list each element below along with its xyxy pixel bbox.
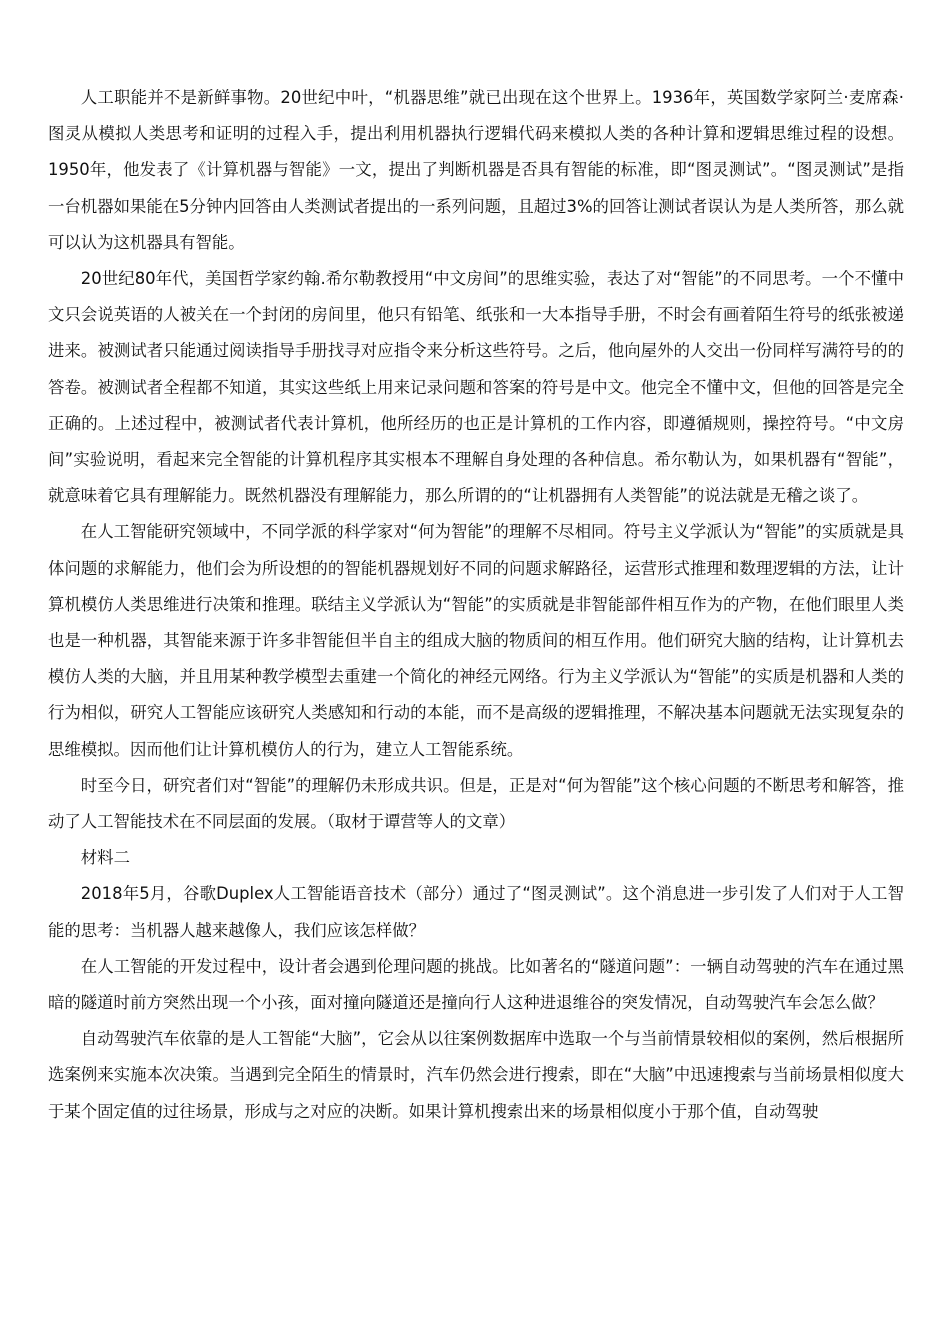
- paragraph-chinese-room: 20世纪80年代，美国哲学家约翰.希尔勒教授用“中文房间”的思维实验，表达了对“智能”的不同思考。一个不懂中文只会说英语的人被关在一个封闭的房间里，他只有铅笔、纸张和一大本指导手册，不时会有画着陌生符号的纸张被递进来。被测试者只能通过阅读指导手册找寻对应指令来分析这些符号。之后，他向屋外的人交出一份同样写满符号的的答卷。被测试者全程都不知道，其实这些纸上用来记录问题和答案的符号是中文。他完全不懂中文，但他的回答是完全正确的。上述过程中，被测试者代表计算机，他所经历的也正是计算机的工作内容，即遵循规则，操控符号。“中文房间”实验说明，看起来完全智能的计算机程序其实根本不理解自身处理的各种信息。希尔勒认为，如果机器有“智能”，就意味着它具有理解能力。既然机器没有理解能力，那么所谓的的“让机器拥有人类智能”的说法就是无稽之谈了。: [48, 269, 904, 506]
- section-heading-material-two: 材料二: [80, 848, 130, 868]
- paragraph-autonomous-driving: 自动驾驶汽车依靠的是人工智能“大脑”，它会从以往案例数据库中选取一个与当前情景较相似的案例，然后根据所选案例来实施本次决策。当遇到完全陌生的情景时，汽车仍然会进行搜索，即在“大脑”中迅速搜索与当前场景相似度大于某个固定值的过往场景，形成与之对应的决断。如果计算机搜索出来的场景相似度小于那个值，自动驾驶: [48, 1029, 904, 1121]
- paragraph-turing-test: 人工职能并不是新鲜事物。20世纪中叶，“机器思维”就已出现在这个世界上。1936年，英国数学家阿兰·麦席森·图灵从模拟人类思考和证明的过程入手，提出利用机器执行逻辑代码来模拟人类的各种计算和逻辑思维过程的设想。1950年，他发表了《计算机器与智能》一文，提出了判断机器是否具有智能的标准，即“图灵测试”。“图灵测试”是指一台机器如果能在5分钟内回答由人类测试者提出的一系列问题，且超过3%的回答让测试者误认为是人类所答，那么就可以认为这机器具有智能。: [48, 88, 904, 252]
- paragraph-conclusion: 时至今日，研究者们对“智能”的理解仍未形成共识。但是，正是对“何为智能”这个核心问题的不断思考和解答，推动了人工智能技术在不同层面的发展。（取材于谭营等人的文章）: [48, 775, 904, 832]
- paragraph-ai-schools: 在人工智能研究领域中，不同学派的科学家对“何为智能”的理解不尽相同。符号主义学派认为“智能”的实质就是具体问题的求解能力，他们会为所设想的的智能机器规划好不同的问题求解路径，运营形式推理和数理逻辑的方法，让计算机模仿人类思维进行决策和推理。联结主义学派认为“智能”的实质就是非智能部件相互作为的产物，在他们眼里人类也是一种机器，其智能来源于许多非智能但半自主的组成大脑的物质间的相互作用。他们研究大脑的结构，让计算机去模仿人类的大脑，并且用某种教学模型去重建一个简化的神经元网络。行为主义学派认为“智能”的实质是机器和人类的行为相似，研究人工智能应该研究人类感知和行动的本能，而不是高级的逻辑推理，不解决基本问题就无法实现复杂的思维模拟。因而他们让计算机模仿人的行为，建立人工智能系统。: [48, 522, 904, 759]
- paragraph-tunnel-problem: 在人工智能的开发过程中，设计者会遇到伦理问题的挑战。比如著名的“隧道问题”：一辆自动驾驶的汽车在通过黑暗的隧道时前方突然出现一个小孩，面对撞向隧道还是撞向行人这种进退维谷的突发情况，自动驾驶汽车会怎么做？: [48, 956, 904, 1013]
- document-body: [48, 80, 904, 1130]
- paragraph-duplex: 2018年5月，谷歌Duplex人工智能语音技术（部分）通过了“图灵测试”。这个消息进一步引发了人们对于人工智能的思考：当机器人越来越像人，我们应该怎样做？: [48, 884, 904, 940]
